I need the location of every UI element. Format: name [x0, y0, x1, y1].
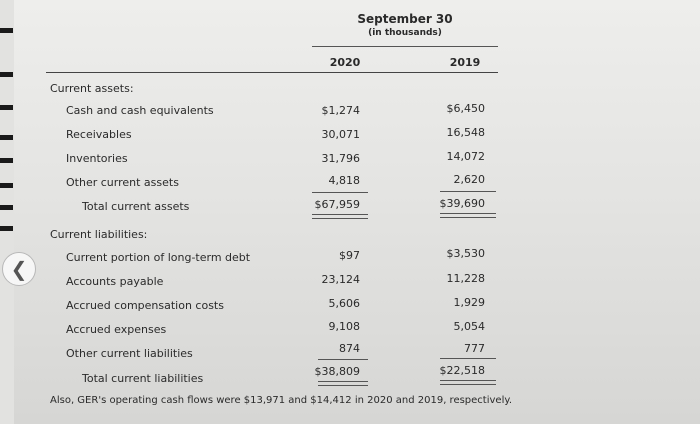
current-liabilities-heading: Current liabilities: [50, 228, 148, 241]
header-rule [312, 46, 498, 47]
value-2020: 9,108 [328, 320, 360, 333]
edge-mark [0, 105, 13, 110]
back-button[interactable] [2, 252, 36, 286]
row-label: Accrued expenses [66, 323, 167, 336]
total-double-rule [312, 214, 368, 219]
total-2020: $38,809 [314, 365, 360, 378]
footnote: Also, GER's operating cash flows were $13,971 and $14,412 in 2020 and 2019, respectively. [50, 395, 513, 406]
value-2019: 5,054 [453, 320, 485, 333]
row-label: Inventories [66, 152, 128, 165]
row-label: Current portion of long-term debt [66, 251, 251, 264]
total-2020: $67,959 [314, 198, 360, 211]
edge-mark [0, 135, 13, 140]
edge-mark [0, 226, 13, 231]
subtotal-rule [440, 191, 496, 192]
value-2020: 30,071 [321, 128, 360, 141]
period-heading: September 30 [357, 12, 453, 26]
total-2019: $22,518 [439, 364, 485, 377]
value-2019: 14,072 [446, 150, 485, 163]
value-2019: 1,929 [453, 296, 485, 309]
units-heading: (in thousands) [368, 28, 442, 38]
chevron-left-icon: ❮ [10, 257, 28, 281]
edge-mark [0, 72, 13, 77]
total-double-rule [440, 213, 496, 218]
subtotal-rule [440, 358, 496, 359]
edge-mark [0, 28, 13, 33]
value-2020: 4,818 [328, 174, 360, 187]
value-2020: $97 [339, 249, 360, 262]
year-2020-heading: 2020 [329, 56, 361, 69]
current-assets-heading: Current assets: [50, 82, 134, 95]
row-label: Accrued compensation costs [66, 299, 224, 312]
total-label: Total current assets [82, 200, 190, 213]
value-2020: $1,274 [321, 104, 360, 117]
edge-mark [0, 183, 13, 188]
value-2019: 11,228 [446, 272, 485, 285]
value-2020: 23,124 [321, 273, 360, 286]
page-left-edge [0, 0, 14, 424]
row-label: Accounts payable [66, 275, 164, 288]
edge-mark [0, 158, 13, 163]
total-double-rule [318, 381, 368, 386]
subtotal-rule [318, 359, 368, 360]
total-2019: $39,690 [439, 197, 485, 210]
total-label: Total current liabilities [82, 372, 204, 385]
subtotal-rule [312, 192, 368, 193]
year-2019-heading: 2019 [449, 56, 481, 69]
value-2020: 5,606 [328, 297, 360, 310]
year-rule [46, 72, 498, 73]
value-2019: 2,620 [453, 173, 485, 186]
value-2020: 874 [339, 342, 360, 355]
value-2019: $3,530 [446, 247, 485, 260]
row-label: Other current assets [66, 176, 179, 189]
row-label: Cash and cash equivalents [66, 104, 214, 117]
row-label: Other current liabilities [66, 347, 193, 360]
total-double-rule [440, 380, 496, 385]
row-label: Receivables [66, 128, 132, 141]
edge-mark [0, 205, 13, 210]
value-2019: 16,548 [446, 126, 485, 139]
value-2020: 31,796 [321, 152, 360, 165]
value-2019: $6,450 [446, 102, 485, 115]
value-2019: 777 [464, 342, 485, 355]
